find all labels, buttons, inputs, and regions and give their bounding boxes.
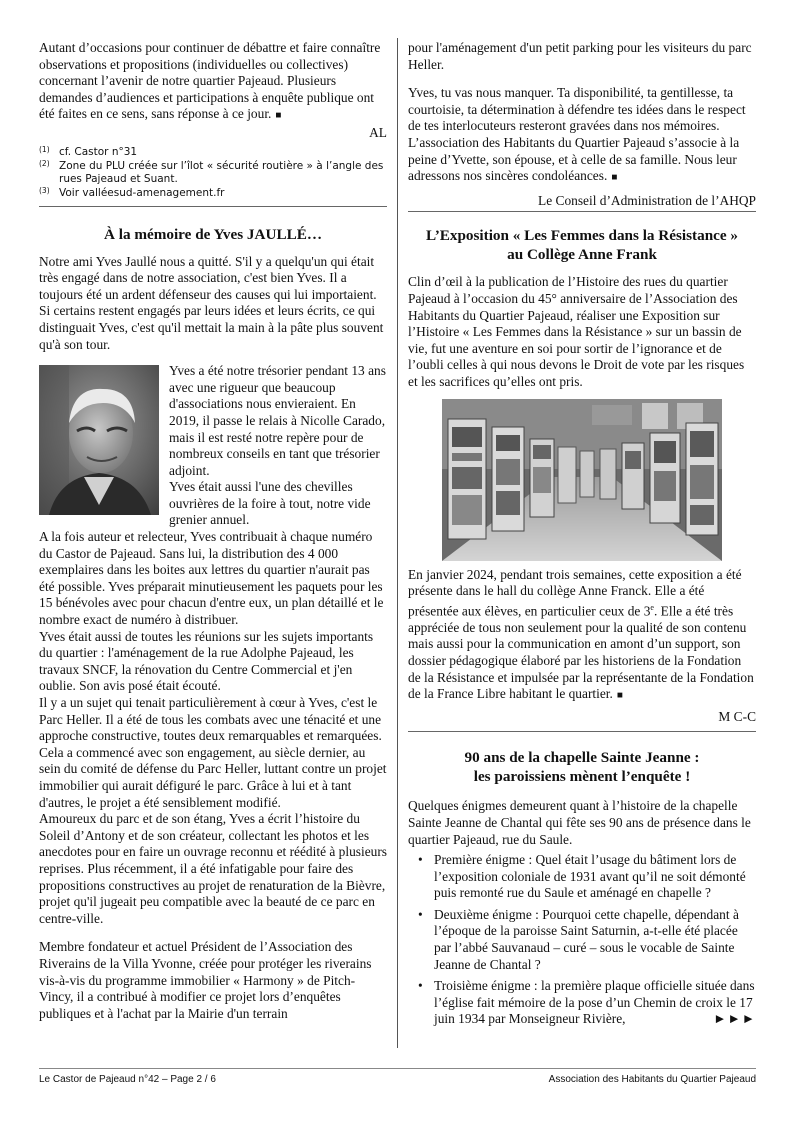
list-item: • Troisième énigme : la première plaque officielle située dans l’église fait mémoire de la pose d’un Chemin de croix le 17 juin 1934 par Monseigneur Rivière, ►►► — [418, 978, 756, 1027]
memorial-paragraph: Yves était aussi l'une des chevilles ouvrières de la foire à tout, notre vide grenier annuel. — [169, 479, 371, 528]
chapelle-title: 90 ans de la chapelle Sainte Jeanne : les paroissiens mènent l’enquête ! — [464, 749, 700, 786]
memorial-paragraph: Notre ami Yves Jaullé nous a quitté. S'il y a quelqu'un qui était très engagé dans de notre association, c'est bien Yves. Il a toujours été un ardent défenseur des causes qui lui importaient. Si certains restent engagés par leurs idées et leurs écrits, ce qui distinguait Yves, c'est qu'il mettait la main à la pâte plus souvent qu'à son tour. — [39, 253, 384, 352]
intro-paragraph: Autant d’occasions pour continuer de débattre et faire connaître observations et propositions (individuelles ou collectives) concernant l’avenir de notre quartier Pajeaud. Plusieurs demandes d’audiences et participations à enquête publique ont été faites en ce sens, sans réponse à ce jour. ■ — [39, 40, 381, 122]
memorial-paragraph: Cela a commencé avec son engagement, au siècle dernier, au sein du comité de défense du Parc Heller, luttant contre un projet immobilier qui aurait défiguré le parc. Grâce à lui et à tant d'autres, le projet a été sensiblement modifié. — [39, 744, 387, 810]
footnote: (2) Zone du PLU créée sur l’îlot « sécurité routière » à l’angle des rues Pajeaud et Suant. — [39, 158, 384, 185]
section-divider — [39, 206, 387, 207]
exposition-title: L’Exposition « Les Femmes dans la Résistance » au Collège Anne Frank — [425, 227, 739, 264]
left-column — [39, 40, 387, 1022]
footnote: (1) cf. Castor n°31 — [39, 144, 138, 158]
column-divider — [397, 38, 398, 1048]
memorial-paragraph: A la fois auteur et relecteur, Yves contribuait à chaque numéro du Castor de Pajeaud. Sans lui, la distribution des 4 000 exemplaires dans les boites aux lettres du quartier n'aurait pas été possible. Yves préparait minutieusement les paquets pour les 15 bénévoles avec pour chacun d'entre eux, un plan détaillé et le nombre exact de numéro à distribuer. — [39, 529, 384, 628]
section-divider — [408, 211, 756, 212]
memorial-paragraph: Membre fondateur et actuel Président de l’Association des Riverains de la Villa Yvonne, créée pour protéger les riverains vis-à-vis du programme immobilier « Harmony » de Pitch-Vincy, il a contribué à modifier ce projet lors d’enquêtes publiques et à l'achat par la Mairie d'un terrain — [39, 939, 372, 1021]
footnote: (3) Voir valléesud-amenagement.fr — [39, 185, 225, 199]
end-mark: ■ — [611, 172, 618, 184]
footnotes — [39, 146, 387, 200]
portrait-photo — [39, 365, 159, 515]
enigma-list — [408, 852, 756, 1028]
memorial-paragraph: Il y a un sujet qui tenait particulièrement à cœur à Yves, c'est le Parc Heller. Il a été de tous les combats avec une ténacité et une approche constructive, toutes deux remarquables et remarquées. — [39, 695, 382, 744]
list-item: • Deuxième énigme : Pourquoi cette chapelle, dépendant à l’époque de la paroisse Saint Saturnin, a-t-elle été placée par l’abbé Sauvanaud – curé – sous le vocable de Sainte Jeanne de Chantal ? — [418, 906, 739, 972]
intro-signature: AL — [369, 124, 387, 140]
memorial-paragraph: pour l'aménagement d'un petit parking pour les visiteurs du parc Heller. — [408, 40, 752, 72]
footer-left: Le Castor de Pajeaud n°42 – Page 2 / 6 — [39, 1074, 216, 1085]
memorial-photo-block — [39, 363, 387, 529]
end-mark: ■ — [616, 690, 623, 702]
footer-right: Association des Habitants du Quartier Pajeaud — [548, 1074, 756, 1085]
memorial-signature: Le Conseil d’Administration de l’AHQP — [538, 192, 756, 208]
memorial-paragraph: Yves, tu vas nous manquer. Ta disponibilité, ta gentillesse, ta courtoisie, ta détermination à défendre tes idées dans le respect de tes interlocuteurs resteront gravées dans nos mémoires. — [408, 85, 746, 134]
continue-arrows: ►►► — [713, 1011, 756, 1027]
end-mark: ■ — [275, 110, 282, 122]
exposition-paragraph: Clin d’œil à la publication de l’Histoire des rues du quartier Pajeaud à l’occasion du 45° anniversaire de l’Association des Habitants du Quartier Pajeaud, réaliser une Exposition sur l’Histoire « Les Femmes dans la Résistance » sur un bassin de vie, fut une aventure en soi pour sortir de l’ignorance et de l’oubli celles à qui nous devons le Droit de vote par les risques et les sacrifices qu’elles ont pris. — [408, 274, 745, 389]
memorial-paragraph: Yves était aussi de toutes les réunions sur les sujets importants du quartier : l'aménagement de la rue Adolphe Pajeaud, les travaux SNCF, la rénovation du Centre Commercial et j'en oublie. Son avis posé était écouté. — [39, 628, 374, 694]
exposition-signature: M C-C — [718, 708, 756, 724]
section-divider — [408, 731, 756, 732]
chapelle-intro: Quelques énigmes demeurent quant à l’histoire de la chapelle Sainte Jeanne de Chantal qui fête ses 90 ans de présence dans le quartier Pajeaud, rue du Saule. — [408, 798, 751, 847]
exposition-paragraph: En janvier 2024, pendant trois semaines, cette exposition a été présente dans le hall du collège Anne Franck. Elle a été présentée aux élèves, en particulier ceux de 3e. Elle a été très appréciée de tous non seulement pour la qualité de son contenu mais aussi pour la communication en amont d’un support, son dossier pédagogique élaboré par les historiens de la Fondation de la Résistance et impulsée par la représentante de la Fondation de la France Libre habitant le quartier. ■ — [408, 566, 754, 702]
list-item: • Première énigme : Quel était l’usage du bâtiment lors de l’exposition coloniale de 1931 avant qu’il ne soit démonté puis remonté rue du Saule et aménagé en chapelle ? — [418, 852, 746, 901]
right-column — [408, 40, 756, 1033]
memorial-paragraph: Amoureux du parc et de son étang, Yves a écrit l’histoire du Soleil d’Antony et de son créateur, collectant les photos et les anecdotes pour en faire un ouvrage reconnu et réédité à plusieurs reprises. Plus récemment, il a été infatigable pour faire des propositions constructives au projet de renaturation de la Bièvre, projet qu'il jugeait peu compatible avec la beauté de ce parc en centre-ville. — [39, 811, 388, 926]
page-footer — [39, 1068, 756, 1085]
memorial-paragraph: L’association des Habitants du Quartier Pajeaud s’associe à la peine d’Yvette, son épouse, et à celle de sa famille. Nous leur adressons nos sincères condoléances. ■ — [408, 134, 740, 184]
memorial-title: À la mémoire de Yves JAULLÉ… — [103, 225, 323, 243]
exhibition-photo — [442, 399, 722, 561]
memorial-paragraph: Yves a été notre trésorier pendant 13 ans avec une rigueur que beaucoup d'associations nous envieraient. En 2019, il passe le relais à Nicolle Carado, mais il est resté notre repère pour de nombreux conseils en tant que trésorier adjoint. — [169, 363, 386, 478]
